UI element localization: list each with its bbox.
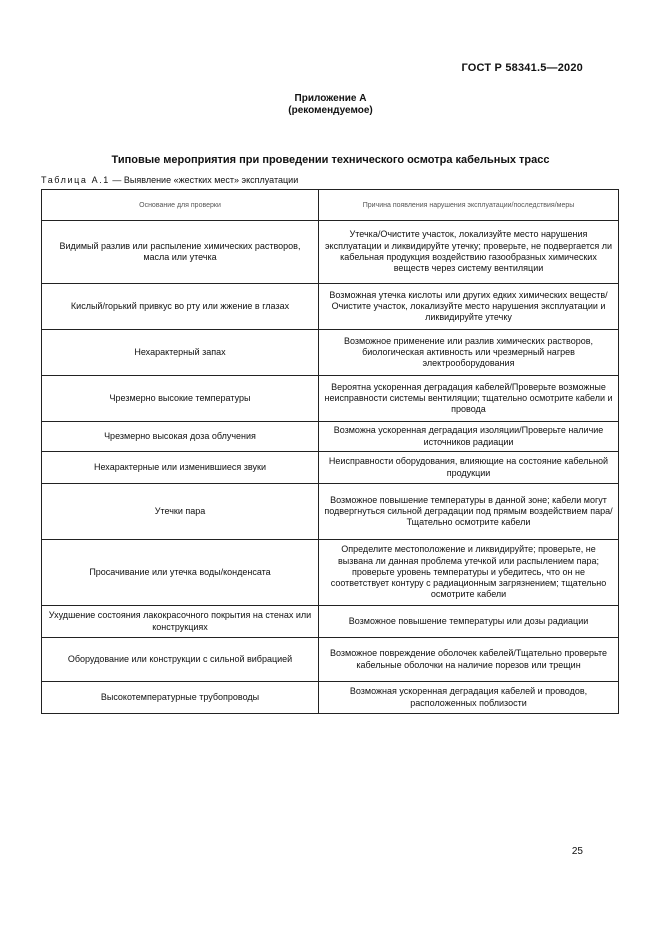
cell-cause: Вероятна ускоренная деградация кабелей/Проверьте возможные неисправности системы вентиляции; тщательно осмотрите кабели и провода — [319, 376, 619, 422]
cell-basis: Кислый/горький привкус во рту или жжение в глазах — [42, 284, 319, 330]
table-row — [42, 452, 619, 484]
table-row — [42, 376, 619, 422]
table-row — [42, 682, 619, 714]
table-row — [42, 638, 619, 682]
annex-title: Приложение А — [294, 93, 367, 104]
cell-basis: Просачивание или утечка воды/конденсата — [42, 540, 319, 606]
cell-cause: Возможная ускоренная деградация кабелей и проводов, расположенных поблизости — [319, 682, 619, 714]
table-row — [42, 221, 619, 284]
cell-cause: Неисправности оборудования, влияющие на состояние кабельной продукции — [319, 452, 619, 484]
cell-cause: Возможное повышение температуры или дозы радиации — [319, 606, 619, 638]
table-caption — [41, 175, 298, 185]
column-header-basis: Основание для проверки — [42, 190, 319, 221]
table-caption-text: — Выявление «жестких мест» эксплуатации — [109, 175, 299, 185]
cell-cause: Определите местоположение и ликвидируйте; проверьте, не вызвана ли данная проблема утечкой или распылением пара; проверьте уровень температуры и убедитесь, что он не соответствует контуру с радиационным загрязнением; тщательно осмотрите кабели — [319, 540, 619, 606]
document-id: ГОСТ Р 58341.5—2020 — [461, 62, 583, 74]
page-number: 25 — [571, 846, 583, 857]
table-row — [42, 606, 619, 638]
table-row — [42, 484, 619, 540]
annex-heading — [0, 93, 661, 117]
cell-basis: Ухудшение состояния лакокрасочного покрытия на стенах или конструкциях — [42, 606, 319, 638]
cell-basis: Видимый разлив или распыление химических растворов, масла или утечка — [42, 221, 319, 284]
table-row — [42, 284, 619, 330]
cell-cause: Возможная утечка кислоты или других едких химических веществ/Очистите участок, локализуйте место нарушения эксплуатации и ликвидируйте утечку — [319, 284, 619, 330]
cell-basis: Чрезмерно высокие температуры — [42, 376, 319, 422]
cell-basis: Высокотемпературные трубопроводы — [42, 682, 319, 714]
cell-basis: Оборудование или конструкции с сильной вибрацией — [42, 638, 319, 682]
cell-cause: Возможное повреждение оболочек кабелей/Тщательно проверьте кабельные оболочки на наличие порезов или трещин — [319, 638, 619, 682]
cell-basis: Нехарактерный запах — [42, 330, 319, 376]
column-header-cause: Причина появления нарушения эксплуатации/последствия/меры — [319, 190, 619, 221]
table-row — [42, 422, 619, 452]
table-row — [42, 330, 619, 376]
annex-subtitle: (рекомендуемое) — [288, 105, 373, 116]
cell-basis: Чрезмерно высокая доза облучения — [42, 422, 319, 452]
cell-cause: Возможна ускоренная деградация изоляции/Проверьте наличие источников радиации — [319, 422, 619, 452]
cell-basis: Утечки пара — [42, 484, 319, 540]
table-caption-label: Таблица А.1 — [41, 175, 110, 185]
table-header-row — [42, 190, 619, 221]
inspection-table — [41, 189, 619, 714]
cell-cause: Утечка/Очистите участок, локализуйте место нарушения эксплуатации и ликвидируйте утечку; проверьте, не подвергается ли кабельная продукция воздействию газообразных химических веществ через систему вентиляции — [319, 221, 619, 284]
section-title: Типовые мероприятия при проведении технического осмотра кабельных трасс — [111, 154, 550, 166]
table-row — [42, 540, 619, 606]
cell-basis: Нехарактерные или изменившиеся звуки — [42, 452, 319, 484]
cell-cause: Возможное применение или разлив химических растворов, биологическая активность или чрезмерный нагрев электрооборудования — [319, 330, 619, 376]
cell-cause: Возможное повышение температуры в данной зоне; кабели могут подвергнуться сильной деградации под прямым воздействием пара/Тщательно осмотрите кабели — [319, 484, 619, 540]
